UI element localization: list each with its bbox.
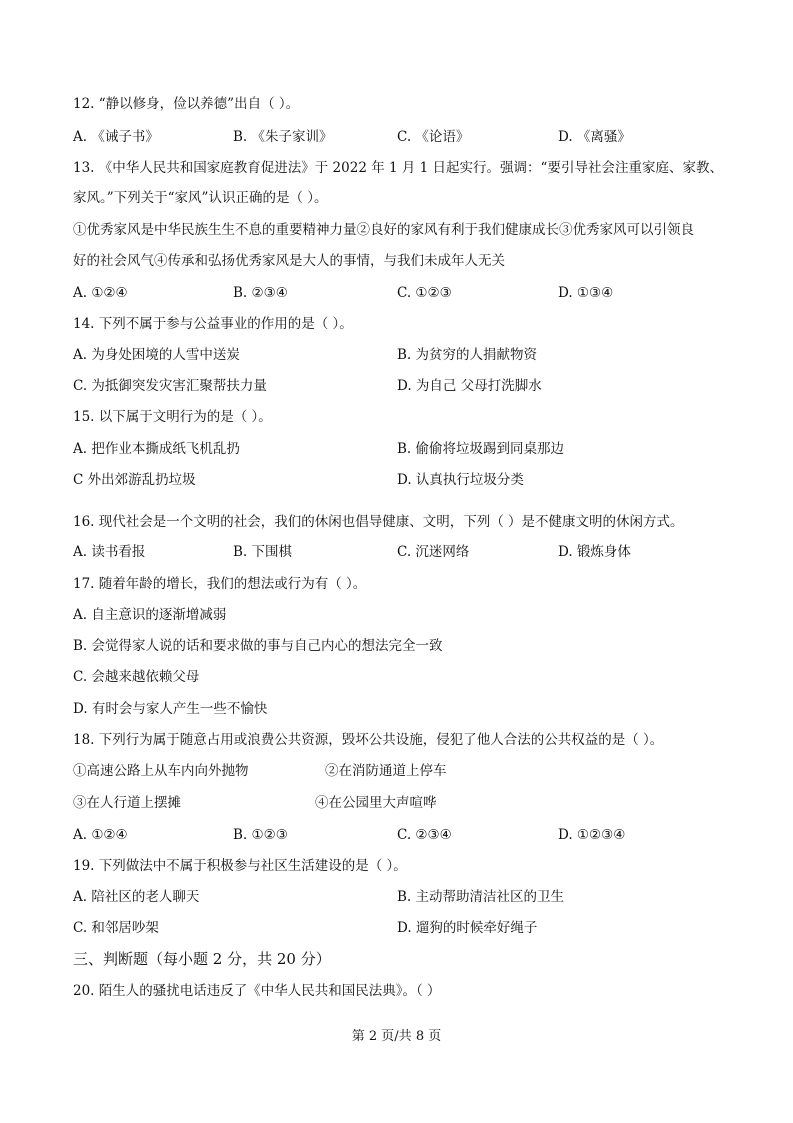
question-18-option-c: C. ②③④	[397, 827, 452, 843]
question-15-option-c: C 外出郊游乱扔垃圾	[73, 472, 196, 488]
question-16-stem: 16. 现代社会是一个文明的社会，我们的休闲也倡导健康、文明，下列（ ）是不健康文明的休闲方式。	[73, 514, 684, 530]
question-17-option-a: A. 自主意识的逐渐增减弱	[73, 607, 227, 623]
question-18-statement-1: ①高速公路上从车内向外抛物	[73, 763, 249, 779]
question-14-option-c: C. 为抵御突发灾害汇聚帮扶力量	[73, 378, 267, 394]
question-18-option-a: A. ①②④	[73, 827, 128, 843]
question-18-statement-4: ④在公园里大声喧哗	[315, 795, 437, 811]
question-13-stem-line1: 13. 《中华人民共和国家庭教育促进法》于 2022 年 1 月 1 日起实行。强调：“要引导社会注重家庭、家教、	[73, 160, 723, 176]
question-13-option-a: A. ①②④	[73, 285, 128, 301]
question-18-statement-2: ②在消防通道上停车	[325, 763, 447, 779]
question-13-option-d: D. ①③④	[558, 285, 614, 301]
question-17-option-d: D. 有时会与家人产生一些不愉快	[73, 701, 268, 717]
question-13-statements-line1: ①优秀家风是中华民族生生不息的重要精神力量②良好的家风有利于我们健康成长③优秀家风可以引领良	[73, 222, 694, 238]
question-12-option-a: A. 《诫子书》	[73, 129, 159, 145]
question-15-option-d: D. 认真执行垃圾分类	[397, 472, 524, 488]
question-18-stem: 18. 下列行为属于随意占用或浪费公共资源，毁坏公共设施，侵犯了他人合法的公共权益的是（ ）。	[73, 732, 664, 748]
question-13-option-c: C. ①②③	[397, 285, 452, 301]
question-14-option-d: D. 为自己 父母打洗脚水	[397, 378, 542, 394]
question-17-stem: 17. 随着年龄的增长，我们的想法或行为有（ ）。	[73, 576, 367, 592]
question-20-stem: 20. 陌生人的骚扰电话违反了《中华人民共和国民法典》。（ ）	[73, 983, 441, 999]
question-14-option-a: A. 为身处困境的人雪中送炭	[73, 347, 240, 363]
question-13-statements-line2: 好的社会风气④传承和弘扬优秀家风是大人的事情，与我们未成年人无关	[73, 253, 505, 269]
question-14-stem: 14. 下列不属于参与公益事业的作用的是（ ）。	[73, 316, 353, 332]
page-number-footer: 第 2 页/共 8 页	[351, 1029, 442, 1044]
question-16-option-d: D. 锻炼身体	[558, 544, 631, 560]
question-12-option-b: B. 《朱子家训》	[233, 129, 333, 145]
question-12-option-c: C. 《论语》	[397, 129, 470, 145]
question-12-option-d: D. 《离骚》	[558, 129, 631, 145]
question-19-option-d: D. 遛狗的时候牵好绳子	[397, 920, 538, 936]
question-16-option-b: B. 下围棋	[233, 544, 293, 560]
question-19-option-c: C. 和邻居吵架	[73, 920, 159, 936]
question-19-stem: 19. 下列做法中不属于积极参与社区生活建设的是（ ）。	[73, 858, 407, 874]
question-12-stem: 12. “静以修身，俭以养德”出自（ ）。	[73, 96, 300, 112]
question-18-option-d: D. ①②③④	[558, 827, 626, 843]
question-13-stem-line2: 家风。”下列关于“家风”认识正确的是（ ）。	[73, 190, 328, 206]
question-16-option-a: A. 读书看报	[73, 544, 146, 560]
question-19-option-a: A. 陪社区的老人聊天	[73, 889, 200, 905]
question-18-option-b: B. ①②③	[233, 827, 288, 843]
question-17-option-c: C. 会越来越依赖父母	[73, 669, 200, 685]
question-15-stem: 15. 以下属于文明行为的是（ ）。	[73, 409, 272, 425]
question-14-option-b: B. 为贫穷的人捐献物资	[397, 347, 538, 363]
question-18-statement-3: ③在人行道上摆摊	[73, 795, 181, 811]
question-15-option-b: B. 偷偷将垃圾踢到同桌那边	[397, 441, 565, 457]
question-16-option-c: C. 沉迷网络	[397, 544, 470, 560]
question-17-option-b: B. 会觉得家人说的话和要求做的事与自己内心的想法完全一致	[73, 638, 443, 654]
question-13-option-b: B. ②③④	[233, 285, 288, 301]
question-19-option-b: B. 主动帮助清洁社区的卫生	[397, 889, 565, 905]
section-heading-true-false: 三、判断题（每小题 2 分，共 20 分）	[73, 950, 331, 968]
question-15-option-a: A. 把作业本撕成纸飞机乱扔	[73, 441, 240, 457]
